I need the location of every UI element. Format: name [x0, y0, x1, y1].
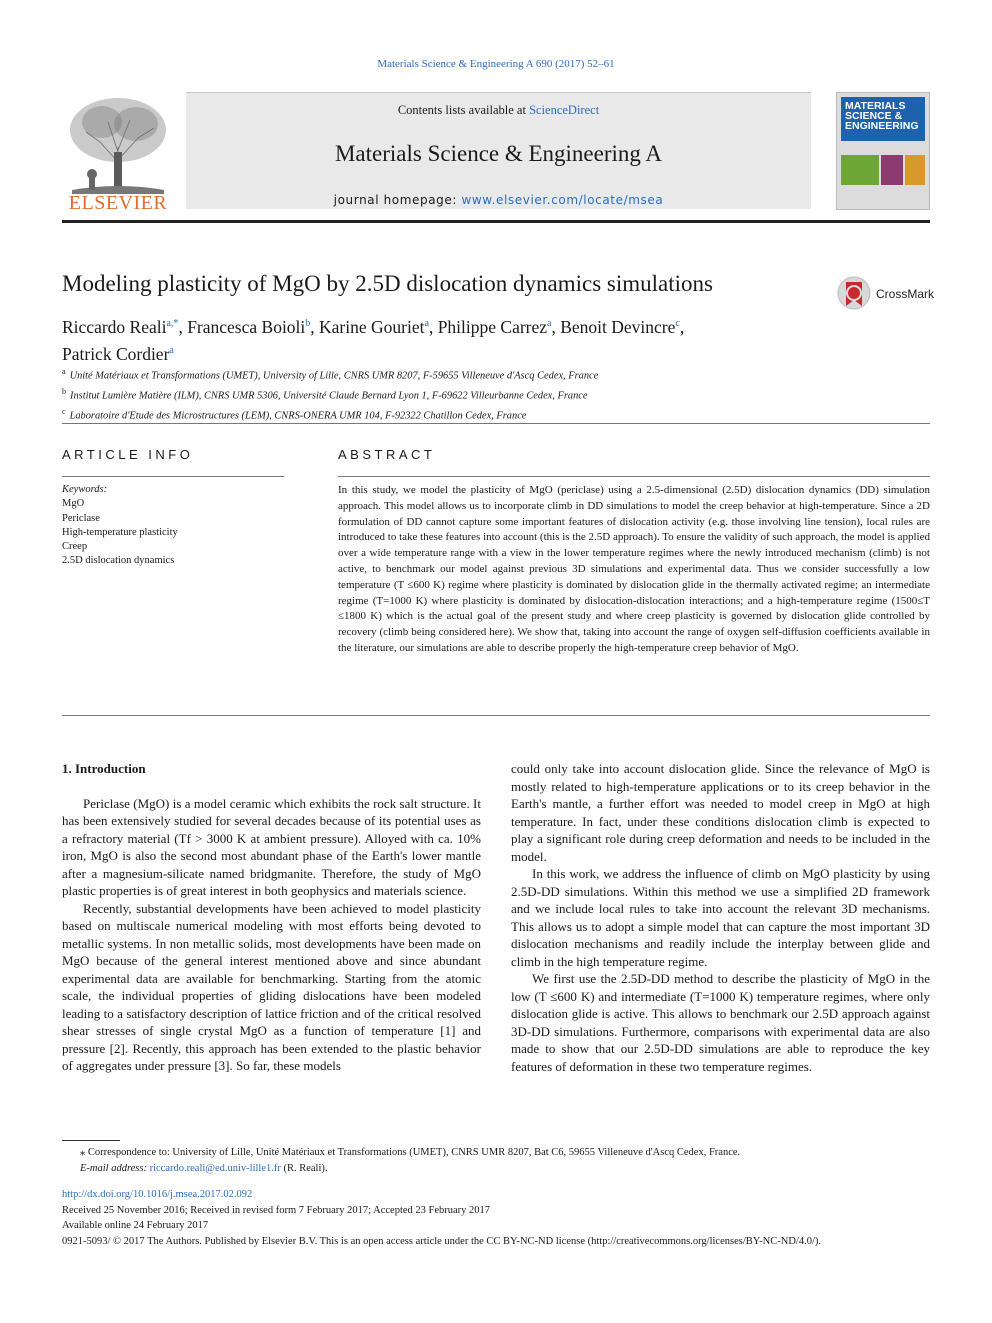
author-separator: , — [679, 316, 685, 337]
author-affiliation-mark[interactable]: a,* — [166, 318, 179, 329]
author-name: Benoit Devincre — [560, 316, 676, 337]
license-line: 0921-5093/ © 2017 The Authors. Published by Elsevier B.V. This is an open access article under the CC BY-NC-ND license (http://creativecommons.org/licenses/BY-NC-ND/4.0/). — [62, 1235, 822, 1247]
article-title: Modeling plasticity of MgO by 2.5D dislocation dynamics simulations — [62, 271, 713, 296]
section-rule — [62, 715, 930, 716]
homepage-link[interactable]: www.elsevier.com/locate/msea — [461, 193, 664, 207]
author-name: Karine Gouriet — [319, 316, 425, 337]
cover-image — [881, 155, 903, 185]
correspondence-text: Correspondence to: University of Lille, Unité Matériaux et Transformations (UMET), CNRS UMR 8207, Bat C6, 59655 Villeneuve d'Ascq Cedex, France. — [85, 1147, 741, 1158]
section-rule — [62, 423, 930, 424]
footnotes — [62, 1145, 930, 1176]
affiliations — [62, 364, 598, 424]
abstract-heading: ABSTRACT — [338, 447, 436, 462]
journal-title: Materials Science & Engineering A — [334, 141, 662, 166]
contents-line — [186, 103, 811, 118]
journal-citation[interactable]: Materials Science & Engineering A 690 (2017) 52–61 — [377, 58, 615, 70]
header-rule — [62, 220, 930, 223]
keywords-label: Keywords: — [62, 484, 108, 495]
keyword: MgO — [62, 498, 85, 510]
paragraph: could only take into account dislocation glide. Since the relevance of MgO is mostly related to high-temperature applications or to its creep behavior in the Earth's mantle, a further effort was needed to model creep in MgO at high temperature. In fact, under these conditions dislocation climb is expected to play a significant role during creep deformation and needs to be included in the model. — [511, 761, 930, 864]
email-link[interactable]: riccardo.reali@ed.univ-lille1.fr — [149, 1162, 281, 1174]
author-name: Riccardo Reali — [62, 316, 167, 337]
section-heading: 1. Introduction — [62, 761, 146, 776]
affiliation-mark: c — [62, 406, 66, 416]
author-affiliation-mark[interactable]: c — [675, 318, 680, 329]
affiliation — [62, 404, 598, 424]
doi-link[interactable]: http://dx.doi.org/10.1016/j.msea.2017.02.092 — [62, 1189, 253, 1200]
elsevier-wordmark: ELSEVIER — [68, 192, 168, 214]
author[interactable] — [560, 317, 684, 337]
affiliation-text: Laboratoire d'Etude des Microstructures (LEM), CNRS-ONERA UMR 104, F-92322 Chatillon Cedex, France — [69, 410, 527, 422]
contents-prefix: Contents lists available at — [397, 103, 530, 117]
abstract-rule — [338, 476, 930, 477]
paragraph: In this work, we address the influence of climb on MgO plasticity by using 2.5D-DD simulations. Within this method we use a simplified 2D framework and we include local rules to take into account the relevant 3D mechanisms. This allows us to adopt a simple model that can capture the most important 3D dislocation mechanisms and readily include the interplay between glide and climb in the high temperature regime. — [511, 866, 930, 969]
author[interactable] — [438, 317, 561, 337]
author-name: Francesca Boioli — [187, 316, 306, 337]
article-footer — [62, 1187, 942, 1249]
author-separator: , — [551, 316, 561, 337]
article-info-rule — [62, 476, 284, 477]
abstract-text: In this study, we model the plasticity of MgO (periclase) using a 2.5-dimensional (2.5D) dislocation dynamics (DD) simulation approach. This model allows us to incorporate climb in DD simulations to model the creep behavior at high-temperature. Since a 2D formulation of DD cannot capture some important features of dislocation activity (e.g. those involving line tension), local rules are introduced to take these features into account (this is the 2.5D approach). To ensure the validity of such approach, the model is applied over a wide temperature range with a view in the lower temperature regimes where the newly introduced mechanism (climb) is not active, to benchmark our model against previous 3D simulations and experimental data. Thus we consider successfully a low temperature (T ≤600 K) regime where plasticity is dominated by dislocation glide in the thermally activated regime; an intermediate regime (T=1000 K) where plasticity is dominated by dislocation-dislocation interactions; and a high-temperature regime (1500≤T ≤1800 K) which is the actual goal of the present study and where creep plasticity is governed by dislocation glide controlled by recovery (climb being considered here). We show that, taking into account the range of oxygen self-diffusion coefficients available in the literature, our simulations are able to describe properly the high-temperature creep behavior of MgO. — [338, 484, 930, 654]
body-column-left — [62, 760, 481, 1075]
keyword: High-temperature plasticity — [62, 526, 178, 538]
received-dates: Received 25 November 2016; Received in revised form 7 February 2017; Accepted 23 February 2017 — [62, 1204, 491, 1216]
author-affiliation-mark[interactable]: a — [169, 344, 174, 356]
keywords — [62, 483, 178, 569]
keyword: Periclase — [62, 512, 100, 524]
author-affiliation-mark[interactable]: a — [547, 318, 552, 329]
cover-image — [841, 155, 879, 185]
affiliation-mark: b — [62, 386, 66, 396]
affiliation — [62, 364, 598, 384]
homepage-prefix: journal homepage: — [333, 193, 462, 207]
keyword: Creep — [62, 541, 88, 553]
email-label: E-mail address: — [80, 1162, 150, 1174]
keyword: 2.5D dislocation dynamics — [62, 555, 175, 567]
affiliation — [62, 384, 598, 404]
author-separator: , — [178, 316, 188, 337]
available-online: Available online 24 February 2017 — [62, 1220, 209, 1231]
affiliation-mark: a — [62, 367, 66, 376]
cover-image — [905, 155, 925, 185]
email-footnote — [62, 1161, 930, 1177]
author[interactable] — [319, 317, 438, 337]
crossmark-label[interactable]: CrossMark — [876, 287, 935, 301]
affiliation-text: Institut Lumière Matière (ILM), CNRS UMR 5306, Université Claude Bernard Lyon 1, F-69622 Villeurbanne Cedex, France — [70, 390, 588, 402]
homepage-line — [186, 193, 811, 207]
author[interactable] — [62, 344, 174, 364]
author-affiliation-mark[interactable]: a — [424, 318, 429, 329]
footnote-rule — [62, 1140, 120, 1141]
correspondence-footnote — [62, 1145, 930, 1161]
sciencedirect-link[interactable]: ScienceDirect — [529, 103, 600, 117]
body-column-right — [511, 760, 930, 1075]
author-separator: , — [428, 316, 438, 337]
paragraph: Periclase (MgO) is a model ceramic which exhibits the rock salt structure. It has been extensively studied for several decades because of its potential uses as a refractory material (Tf > 3000 K at ambient pressure). Alloyed with ca. 10% iron, MgO is also the second most abundant phase of the Earth's lower mantle after a magnesium-silicate named bridgmanite. Therefore, the study of MgO plastic properties is of great interest in both geophysics and materials science. — [62, 795, 481, 898]
journal-header — [186, 92, 811, 209]
author-affiliation-mark[interactable]: b — [305, 318, 311, 329]
author-name: Philippe Carrez — [437, 316, 548, 337]
article-info-heading: ARTICLE INFO — [62, 447, 194, 462]
paragraph: We first use the 2.5D-DD method to describe the plasticity of MgO in the low (T ≤600 K) and intermediate (T=1000 K) temperature regimes, where only dislocation glide is active. This allows to benchmark our 2.5D approach against 3D-DD simulations. Furthermore, comparisons with experimental data are also made to show that our 2.5D-DD simulations are able to reproduce the key features of deformation in these two temperature regimes. — [511, 971, 930, 1074]
author[interactable] — [62, 317, 187, 337]
footnote-mark: ⁎ — [80, 1147, 86, 1158]
journal-cover-thumbnail[interactable] — [836, 92, 930, 210]
affiliation-text: Unité Matériaux et Transformations (UMET), University of Lille, CNRS UMR 8207, F-59655 Villeneuve d'Ascq Cedex, France — [69, 370, 599, 382]
author-list — [62, 312, 822, 366]
paragraph: Recently, substantial developments have been achieved to model plasticity based on multiscale numerical modeling with most efforts being devoted to metallic systems. In non metallic solids, most developments have been made on MgO because of the general interest mentioned above and since abundant experimental data are available for benchmarking. Starting from the atomic scale, the individual properties of gliding dislocations have been modeled leading to a satisfactory description of lattice friction and of the critical resolved shear stresses of single crystal MgO as a function of temperature [1] and pressure [2]. Recently, this approach has been extended to the plastic behavior of aggregates under pressure [3]. So far, these models — [62, 900, 481, 1073]
email-suffix: (R. Reali). — [280, 1162, 328, 1174]
cover-title: MATERIALS SCIENCE & ENGINEERING — [845, 100, 919, 132]
author-name: Patrick Cordier — [62, 343, 170, 364]
author[interactable] — [187, 317, 319, 337]
author-separator: , — [310, 316, 320, 337]
